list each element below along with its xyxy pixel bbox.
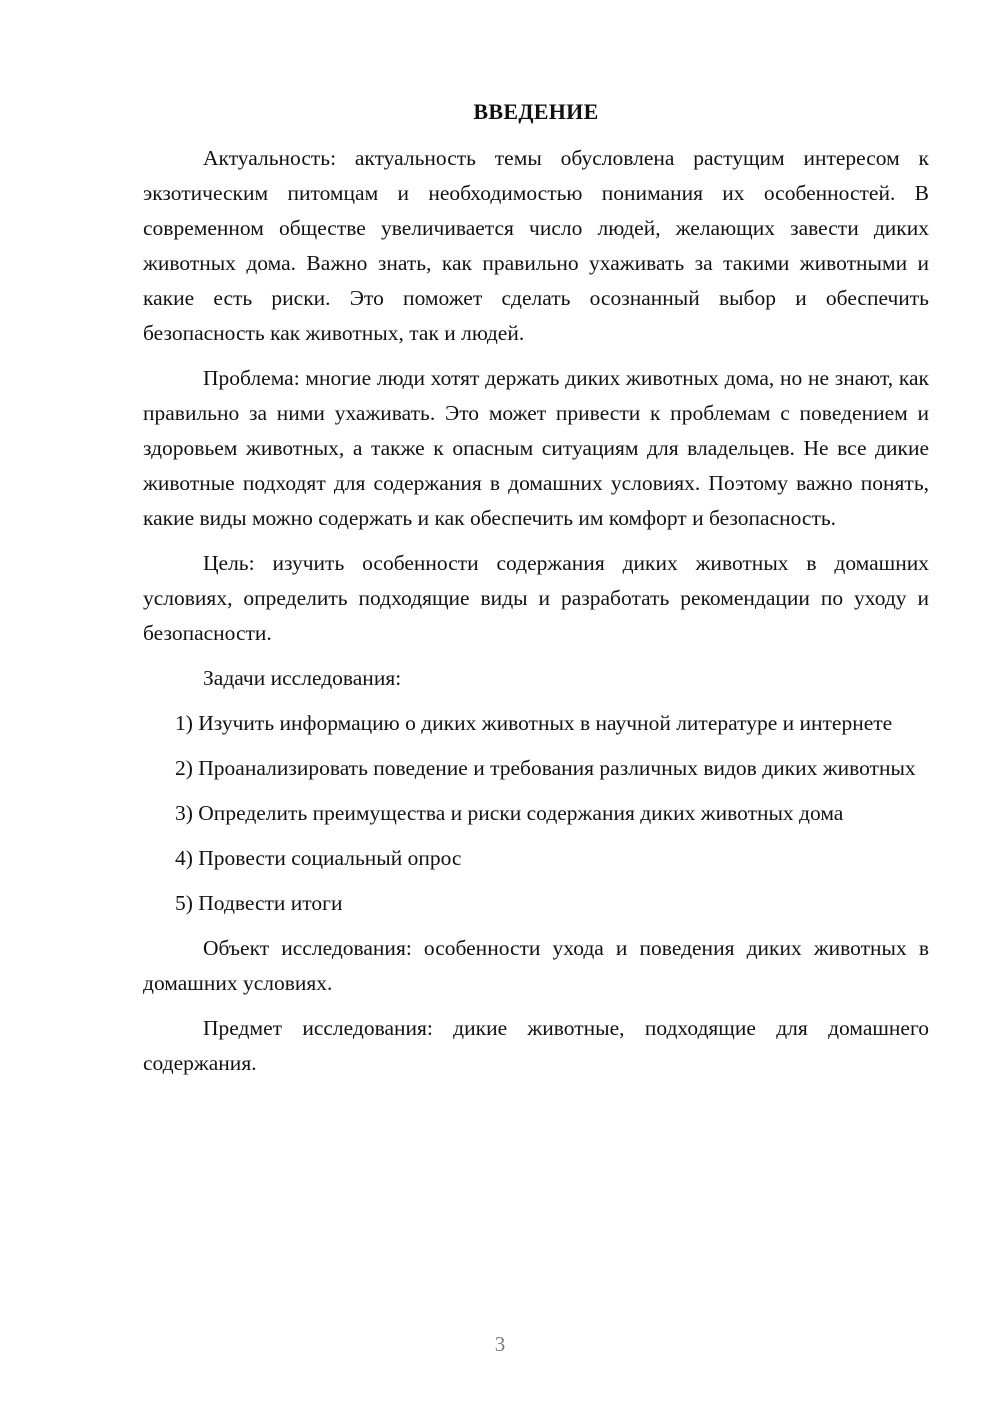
paragraph-goal: Цель: изучить особенности содержания диких животных в домашних условиях, определить подходящие виды и разработать рекомендации по уходу и безопасности. (143, 551, 929, 645)
page-number: 3 (494, 1332, 506, 1356)
section-title: ВВЕДЕНИЕ (473, 99, 599, 124)
task-item-4: 4) Провести социальный опрос (175, 846, 462, 870)
task-item-1: 1) Изучить информацию о диких животных в научной литературе и интернете (175, 711, 893, 735)
paragraph-subject: Предмет исследования: дикие животные, подходящие для домашнего содержания. (143, 1016, 929, 1075)
task-item-5: 5) Подвести итоги (175, 891, 343, 915)
paragraph-relevance: Актуальность: актуальность темы обусловлена растущим интересом к экзотическим питомцам и необходимостью понимания их особенностей. В современном обществе увеличивается число людей, желающих завести диких животных дома. Важно знать, как правильно ухаживать за такими животными и какие есть риски. Это поможет сделать осознанный выбор и обеспечить безопасность как животных, так и людей. (143, 146, 929, 345)
task-item-3: 3) Определить преимущества и риски содержания диких животных дома (175, 801, 844, 825)
task-item-2: 2) Проанализировать поведение и требования различных видов диких животных (175, 756, 916, 780)
paragraph-object: Объект исследования: особенности ухода и поведения диких животных в домашних условиях. (143, 936, 929, 995)
document-page (143, 94, 929, 1091)
tasks-heading: Задачи исследования: (203, 666, 402, 690)
paragraph-problem: Проблема: многие люди хотят держать диких животных дома, но не знают, как правильно за ними ухаживать. Это может привести к проблемам с поведением и здоровьем животных, а также к опасным ситуациям для владельцев. Не все дикие животные подходят для содержания в домашних условиях. Поэтому важно понять, какие виды можно содержать и как обеспечить им комфорт и безопасность. (143, 366, 929, 530)
